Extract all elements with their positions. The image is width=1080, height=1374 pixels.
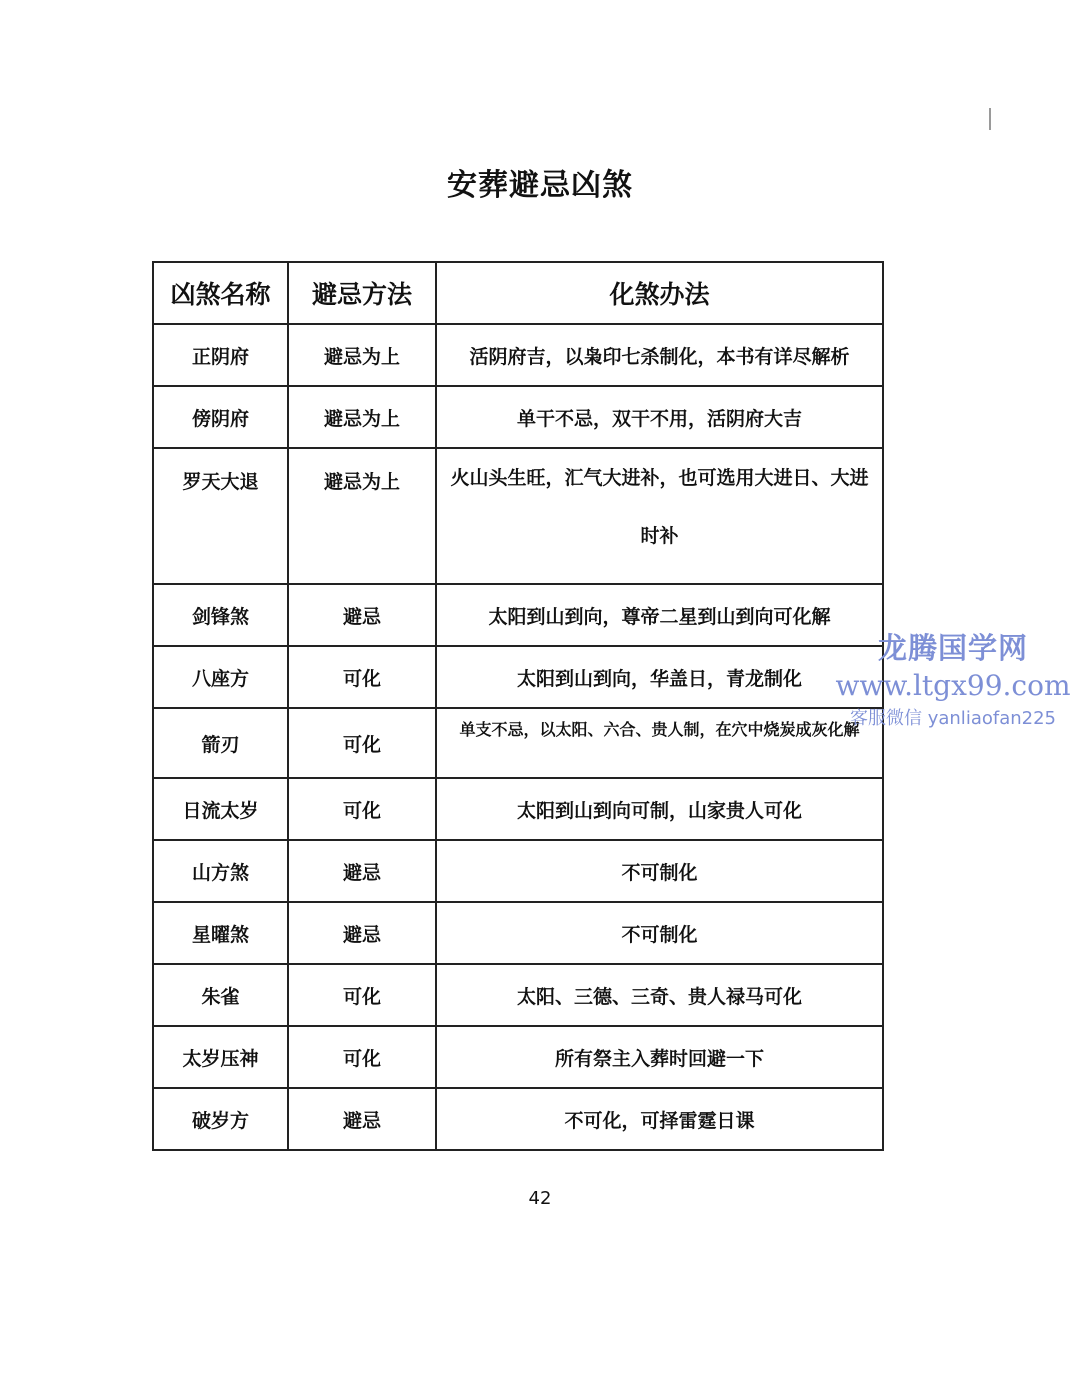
- watermark-contact: 客服微信 yanliaofan225: [850, 708, 1056, 729]
- cell-method: 避忌: [288, 902, 436, 964]
- table-row: [153, 840, 883, 902]
- table-row: [153, 584, 883, 646]
- cell-name: 太岁压神: [153, 1026, 288, 1088]
- header-method: 避忌方法: [288, 262, 436, 324]
- header-name: 凶煞名称: [153, 262, 288, 324]
- header-remedy: 化煞办法: [436, 262, 883, 324]
- table-row: [153, 1088, 883, 1150]
- cell-remedy: 单干不忌，双干不用，活阴府大吉: [436, 386, 883, 448]
- cell-name: 山方煞: [153, 840, 288, 902]
- watermark-url[interactable]: www.ltgx99.com: [835, 669, 1071, 702]
- cell-name: 朱雀: [153, 964, 288, 1026]
- cell-remedy-text: 火山头生旺，汇气大进补，也可选用大进日、大进时补: [450, 467, 869, 547]
- table-row: [153, 1026, 883, 1088]
- cell-remedy: 单支不忌，以太阳、六合、贵人制，在穴中烧炭成灰化解: [436, 708, 883, 778]
- cell-remedy: 太阳到山到向，尊帝二星到山到向可化解: [436, 584, 883, 646]
- page-number: 42: [528, 1188, 552, 1209]
- cell-name: 傍阴府: [153, 386, 288, 448]
- cell-name: 星曜煞: [153, 902, 288, 964]
- cell-remedy: 太阳、三德、三奇、贵人禄马可化: [436, 964, 883, 1026]
- watermark-title: 龙腾国学网: [877, 631, 1028, 665]
- cell-name: 箭刃: [153, 708, 288, 778]
- table-row: [153, 448, 883, 584]
- cell-method: 可化: [288, 778, 436, 840]
- cell-method: 可化: [288, 708, 436, 778]
- table-row: [153, 964, 883, 1026]
- table-row: [153, 386, 883, 448]
- watermark: [833, 626, 1073, 730]
- cell-method: 避忌为上: [288, 386, 436, 448]
- cell-method: 可化: [288, 646, 436, 708]
- table-row: [153, 324, 883, 386]
- table-row: [153, 778, 883, 840]
- cell-method: 避忌: [288, 840, 436, 902]
- cell-remedy: 不可制化: [436, 840, 883, 902]
- cell-method: 避忌为上: [288, 324, 436, 386]
- table-header-row: [153, 262, 883, 324]
- cell-name: 日流太岁: [153, 778, 288, 840]
- page-edge-mark: [989, 108, 991, 130]
- table-row: [153, 646, 883, 708]
- cell-method: 可化: [288, 1026, 436, 1088]
- cell-remedy: 活阴府吉，以枭印七杀制化，本书有详尽解析: [436, 324, 883, 386]
- cell-remedy: 不可化，可择雷霆日课: [436, 1088, 883, 1150]
- cell-name: 破岁方: [153, 1088, 288, 1150]
- evil-spirits-table: [152, 261, 884, 1151]
- page-title: 安葬避忌凶煞: [447, 168, 633, 203]
- cell-name: 正阴府: [153, 324, 288, 386]
- cell-remedy: 太阳到山到向，华盖日，青龙制化: [436, 646, 883, 708]
- cell-remedy: 太阳到山到向可制，山家贵人可化: [436, 778, 883, 840]
- cell-remedy: 所有祭主入葬时回避一下: [436, 1026, 883, 1088]
- cell-method: 避忌: [288, 584, 436, 646]
- cell-name: 八座方: [153, 646, 288, 708]
- cell-name: 罗天大退: [153, 448, 288, 584]
- cell-remedy: 不可制化: [436, 902, 883, 964]
- cell-remedy: [436, 448, 883, 584]
- cell-method: 避忌: [288, 1088, 436, 1150]
- table-row: [153, 708, 883, 778]
- cell-method: 可化: [288, 964, 436, 1026]
- table-row: [153, 902, 883, 964]
- cell-method: 避忌为上: [288, 448, 436, 584]
- cell-name: 剑锋煞: [153, 584, 288, 646]
